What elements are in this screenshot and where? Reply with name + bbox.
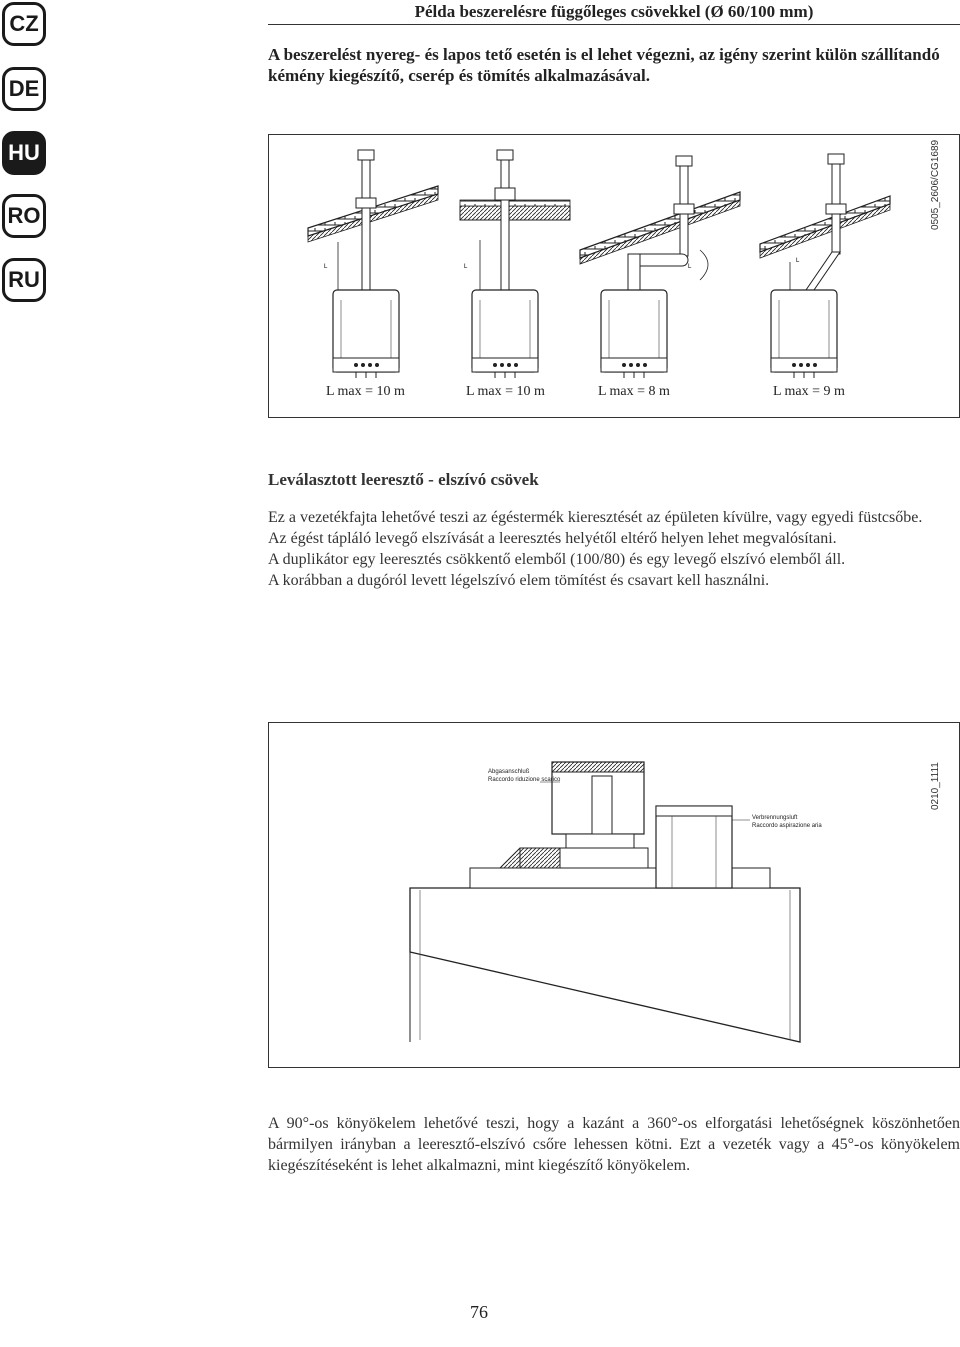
label-line: Verbrennungsluft (752, 815, 798, 821)
dim-label: L (796, 258, 800, 264)
section-title: Leválasztott leeresztő - elszívó csövek (268, 470, 539, 489)
figure2-label-air (752, 814, 822, 830)
lang-tab-hu[interactable]: HU (2, 131, 46, 175)
section-paragraph: A korábban a dugóról levett légelszívó elem tömítést és csavart kell használni. (268, 572, 770, 589)
caption-lmax-2: L max = 10 m (466, 384, 545, 399)
caption-lmax-3: L max = 8 m (598, 384, 670, 399)
figure1-code: 0505_2606/CG1689 (930, 139, 941, 230)
section-paragraph: A duplikátor egy leeresztés csökkentő elemből (100/80) és egy levegő elszívó elemből áll. (268, 551, 846, 568)
lang-tab-ro[interactable]: RO (2, 194, 46, 238)
intro-text: A beszerelést nyereg- és lapos tető esetén is el lehet végezni, az igény szerint külön szállítandó kémény kiegészítő, cserép és tömítés alkalmazásával. (268, 45, 940, 85)
lang-tab-cz[interactable]: CZ (2, 2, 46, 46)
section-paragraph: Az égést tápláló levegő elszívását a leeresztés helyétől eltérő helyen lehet megvalósítani. (268, 530, 837, 547)
caption-lmax-4: L max = 9 m (773, 384, 845, 399)
lang-tab-ru[interactable]: RU (2, 258, 46, 302)
page-title: Példa beszerelésre függőleges csövekkel (Ø 60/100 mm) (268, 2, 960, 25)
section-paragraph: Ez a vezetékfajta lehetővé teszi az égéstermék kieresztését az épületen kívülre, vagy egyedi füstcsőbe. (268, 509, 923, 526)
lang-tab-de[interactable]: DE (2, 67, 46, 111)
bottom-paragraph: A 90°-os könyökelem lehetővé teszi, hogy a kazánt a 360°-os elforgatási lehetőségnek köszönhetően bármilyen irányban a leeresztő-elszívó csőre lehessen kötni. Ezt a vezeték vagy a 45°-os könyökelem kiegészítéseként is lehet alkalmazni, mint kiegészítő könyökelem. (268, 1115, 960, 1174)
dim-label: L (688, 264, 692, 270)
label-line: Abgasanschluß (488, 769, 530, 775)
dim-label: L (324, 264, 328, 270)
page-number: 76 (470, 1302, 488, 1322)
caption-lmax-1: L max = 10 m (326, 384, 405, 399)
figure2-code: 0210_1111 (930, 762, 941, 810)
label-line: Raccordo aspirazione aria (752, 823, 822, 829)
dim-label: L (464, 264, 468, 270)
figure2-label-exhaust (488, 768, 560, 784)
label-line: Raccordo riduzione scarico (488, 777, 561, 783)
